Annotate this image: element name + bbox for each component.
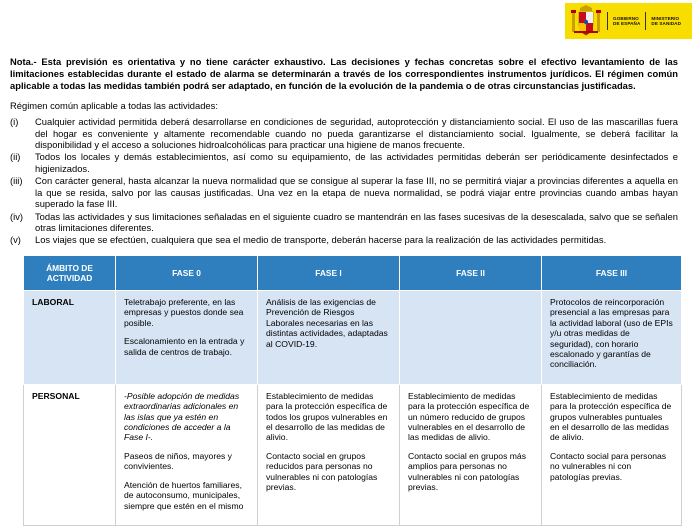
- common-regime-list: [10, 116, 678, 246]
- ministry-name: [607, 12, 686, 30]
- ministry-label: MINISTERIO DE SANIDAD: [651, 15, 681, 26]
- page-header: [0, 0, 700, 44]
- document-body: [10, 56, 678, 247]
- header-fase-0: FASE 0: [116, 256, 258, 291]
- government-label: GOBIERNO DE ESPAÑA: [613, 15, 641, 26]
- phases-table: [23, 255, 682, 526]
- cell-laboral-fase-2: [400, 291, 542, 385]
- header-ambito: ÁMBITO DE ACTIVIDAD: [24, 256, 116, 291]
- cell-personal-fase-0: -Posible adopción de medidas extraordinarias adicionales en las islas que ya estén en condiciones de acceder a la Fase I-. Paseos de niños, mayores y convivientes. Atención de huertos familiares, de autoconsumo, municipales, siempre que estén en el mismo: [116, 384, 258, 525]
- table-row-personal: [24, 384, 682, 525]
- table-row-laboral: [24, 291, 682, 385]
- cell-laboral-fase-0: Teletrabajo preferente, en las empresas y puestos donde sea posible. Escalonamiento en la entrada y salida de centros de trabajo.: [116, 291, 258, 385]
- scope-personal: PERSONAL: [24, 384, 116, 525]
- list-item: (iv) Todas las actividades y sus limitaciones señaladas en el siguiente cuadro se mantendrán en las fases sucesivas de la desescalada, salvo que se señalen otras limitaciones diferentes.: [10, 210, 678, 234]
- cell-personal-fase-3: Establecimiento de medidas para la protección específica de grupos vulnerables puntuales en el desarrollo de las medidas de alivio. Contacto social para personas no vulnerables ni con patologías previas.: [542, 384, 682, 525]
- list-item: (ii) Todos los locales y demás establecimientos, así como su equipamiento, de las actividades permitidas deberán ser periódicamente desinfectados e higienizados.: [10, 151, 678, 174]
- scope-laboral: LABORAL: [24, 291, 116, 385]
- cell-laboral-fase-3: Protocolos de reincorporación presencial a las empresas para la actividad laboral (uso de EPIs y/u otras medidas de seguridad), con horario escalonado y garantías de conciliación.: [542, 291, 682, 385]
- spain-coat-of-arms-icon: [569, 4, 603, 38]
- header-fase-1: FASE I: [258, 256, 400, 291]
- common-regime-intro: Régimen común aplicable a todas las actividades:: [10, 100, 218, 111]
- list-item: (i) Cualquier actividad permitida deberá desarrollarse en condiciones de seguridad, autoprotección y distanciamiento social. El uso de las mascarillas fuera del hogar es conveniente y altamente recomendable cuando no pueda garantizarse el distanciamiento social. Igualmente, se deberá facilitar la disponibilidad y el acceso a soluciones hidroalcohólicas para practicar una higiene de manos frecuente.: [10, 116, 678, 151]
- list-item: (v) Los viajes que se efectúen, cualquiera que sea el medio de transporte, deberán hacerse para la realización de las actividades permitidas.: [10, 234, 607, 246]
- disclaimer-note: Nota.- Esta previsión es orientativa y no tiene carácter exhaustivo. Las decisiones y fechas concretas sobre el efectivo levantamiento de las limitaciones establecidas durante el estado de alarma se determinarán a través de los correspondientes instrumentos jurídicos. El régimen común aplicable a todas las medidas también podrá ser adaptado, en función de la evolución de la pandemia o de otras circunstancias justificadas.: [10, 56, 678, 91]
- government-logo: [565, 3, 692, 39]
- header-fase-2: FASE II: [400, 256, 542, 291]
- table-header-row: [24, 256, 682, 291]
- cell-laboral-fase-1: Análisis de las exigencias de Prevención de Riesgos Laborales necesarias en las distintas actividades, adaptadas al COVID-19.: [258, 291, 400, 385]
- cell-personal-fase-1: Establecimiento de medidas para la protección específica de todos los grupos vulnerables en el desarrollo de las medidas de alivio. Contacto social en grupos reducidos para personas no vulnerables ni con patologías previas.: [258, 384, 400, 525]
- list-item: (iii) Con carácter general, hasta alcanzar la nueva normalidad que se consigue al superar la fase III, no se permitirá viajar a provincias diferentes a aquella en la que se resida, salvo por las causas justificadas. Una vez en la etapa de nueva normalidad, se podrá viajar entre provincias cuando ambas hayan superado la fase III.: [10, 175, 678, 210]
- header-fase-3: FASE III: [542, 256, 682, 291]
- cell-personal-fase-2: Establecimiento de medidas para la protección específica de un número reducido de grupos vulnerables en el desarrollo de las medidas de alivio. Contacto social en grupos más amplios para personas no vulnerables ni con patologías previas.: [400, 384, 542, 525]
